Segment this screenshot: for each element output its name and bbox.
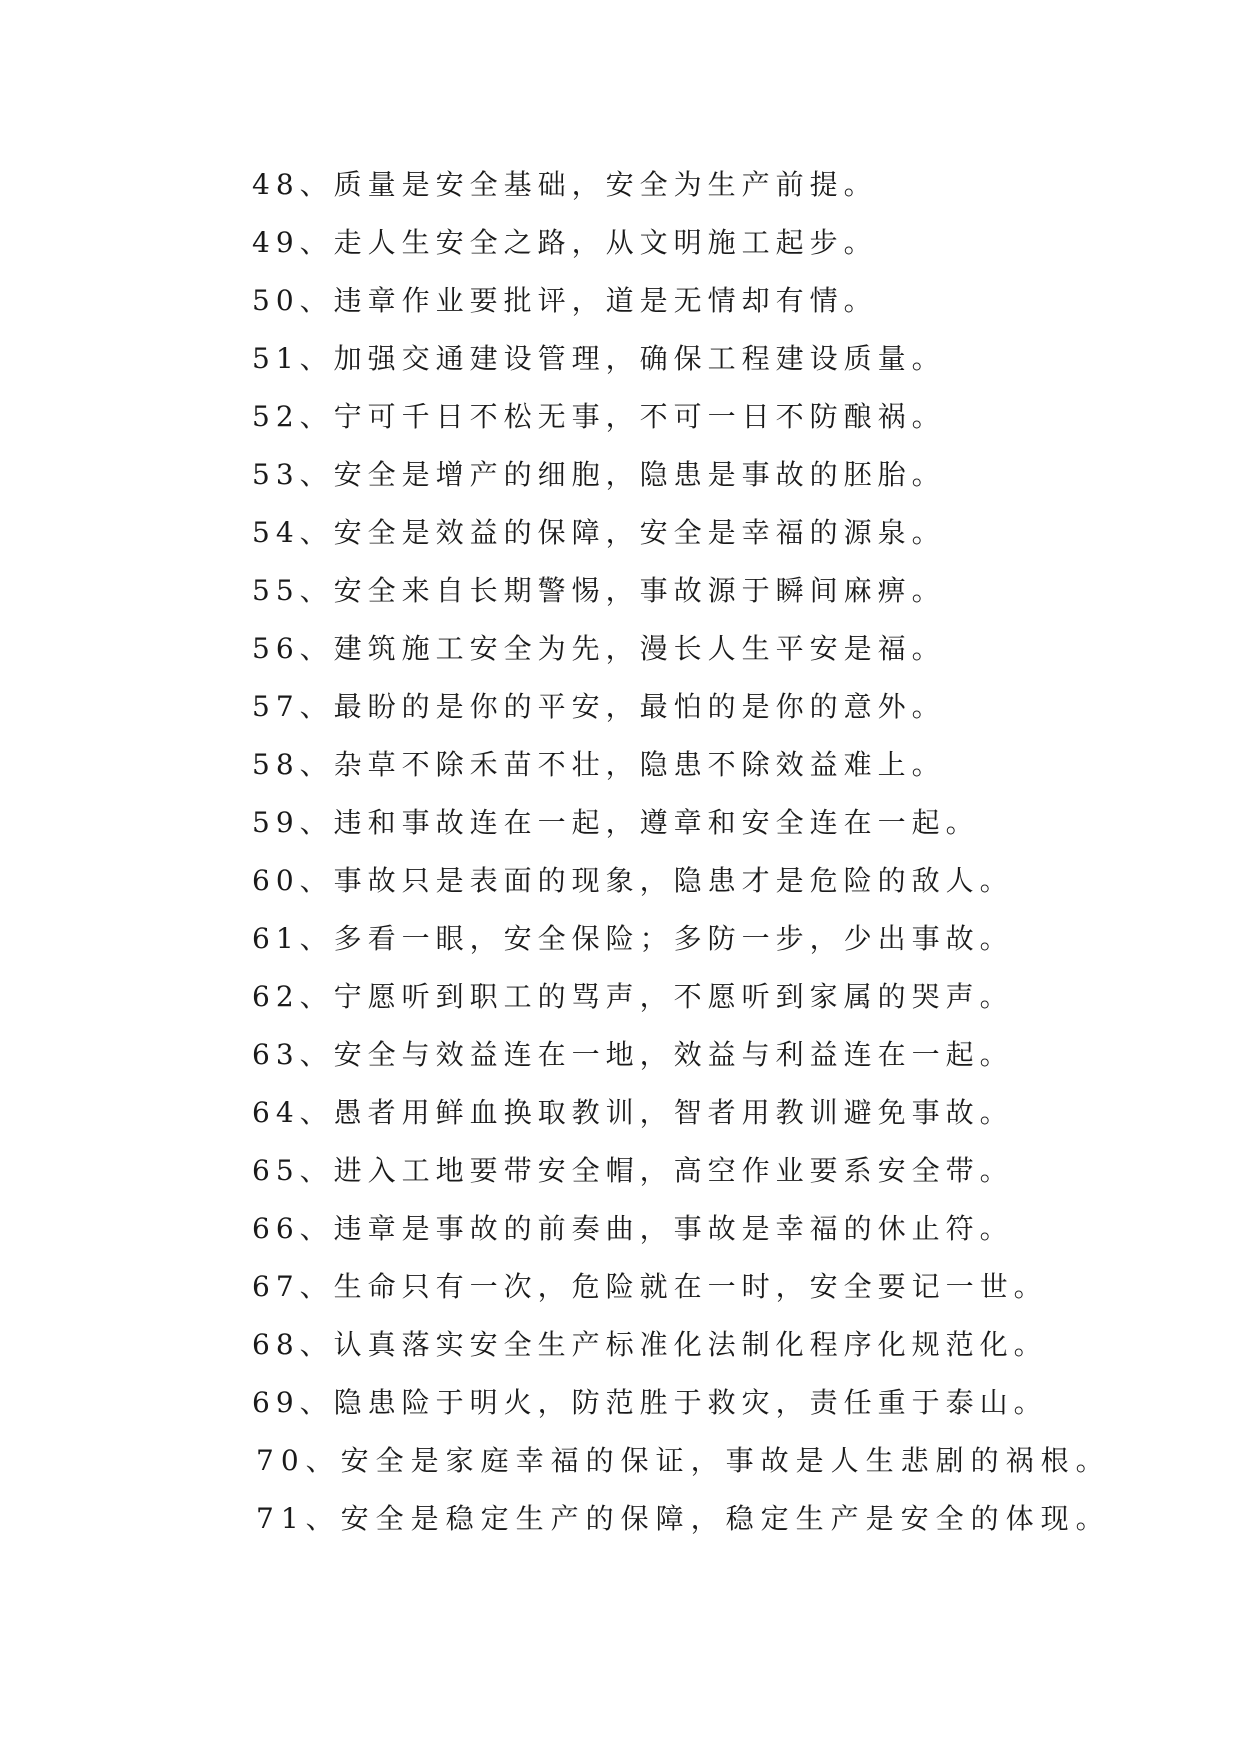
slogan-line: 63、安全与效益连在一地，效益与利益连在一起。 [252,1038,1014,1071]
slogan-line: 48、质量是安全基础，安全为生产前提。 [252,168,878,201]
slogan-line: 71、安全是稳定生产的保障，稳定生产是安全的体现。 [256,1502,1111,1535]
slogan-line: 50、违章作业要批评，道是无情却有情。 [252,284,878,317]
slogan-line: 53、安全是增产的细胞，隐患是事故的胚胎。 [252,458,946,491]
slogan-line: 55、安全来自长期警惕，事故源于瞬间麻痹。 [252,574,946,607]
slogan-line: 51、加强交通建设管理，确保工程建设质量。 [252,342,946,375]
slogan-line: 52、宁可千日不松无事，不可一日不防酿祸。 [252,400,946,433]
slogan-line: 65、进入工地要带安全帽，高空作业要系安全带。 [252,1154,1014,1187]
slogan-line: 57、最盼的是你的平安，最怕的是你的意外。 [252,690,946,723]
slogan-line: 69、隐患险于明火，防范胜于救灾，责任重于泰山。 [252,1386,1048,1419]
slogan-line: 61、多看一眼，安全保险；多防一步，少出事故。 [252,922,1014,955]
slogan-line: 68、认真落实安全生产标准化法制化程序化规范化。 [252,1328,1048,1361]
slogan-line: 62、宁愿听到职工的骂声，不愿听到家属的哭声。 [252,980,1014,1013]
slogan-line: 59、违和事故连在一起，遵章和安全连在一起。 [252,806,980,839]
slogan-line: 58、杂草不除禾苗不壮，隐患不除效益难上。 [252,748,946,781]
slogan-line: 56、建筑施工安全为先，漫长人生平安是福。 [252,632,946,665]
slogan-line: 49、走人生安全之路，从文明施工起步。 [252,226,878,259]
slogan-line: 70、安全是家庭幸福的保证，事故是人生悲剧的祸根。 [256,1444,1111,1477]
slogan-line: 64、愚者用鲜血换取教训，智者用教训避免事故。 [252,1096,1014,1129]
slogan-line: 60、事故只是表面的现象，隐患才是危险的敌人。 [252,864,1014,897]
slogan-line: 54、安全是效益的保障，安全是幸福的源泉。 [252,516,946,549]
slogan-line: 67、生命只有一次，危险就在一时，安全要记一世。 [252,1270,1048,1303]
slogan-line: 66、违章是事故的前奏曲，事故是幸福的休止符。 [252,1212,1014,1245]
